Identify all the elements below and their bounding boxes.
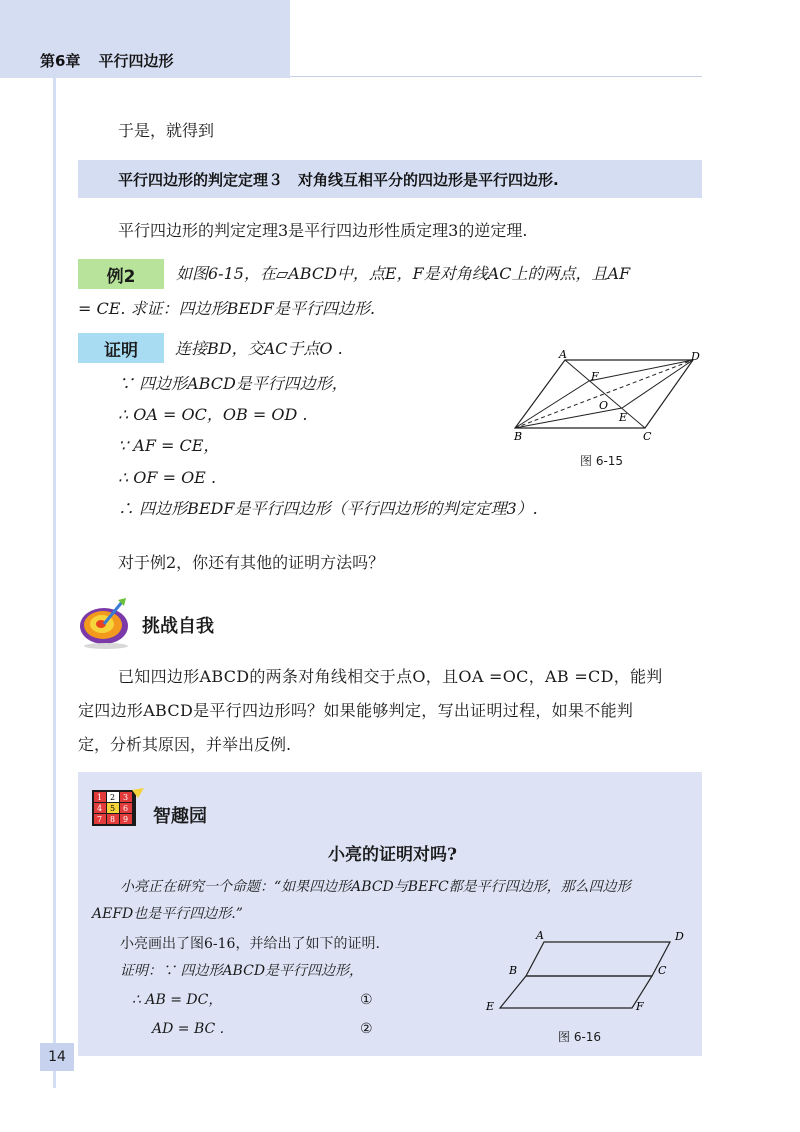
figure-6-15 (505, 348, 705, 448)
converse-note: 平行四边形的判定定理3是平行四边形性质定理3的逆定理. (118, 221, 528, 240)
point-label: E (486, 1000, 495, 1013)
page-number: 14 (40, 1043, 74, 1071)
example-line-1: 如图6-15，在▱ABCD中，点E，F是对角线AC上的两点，且AF (176, 264, 631, 283)
fun-proof-line: AD = BC . (152, 1021, 225, 1037)
point-label: O (599, 399, 609, 412)
fun-garden-title: 智趣园 (153, 806, 207, 827)
diagonal-ac (565, 360, 645, 428)
proof-step: 连接BD，交AC于点O . (175, 339, 343, 358)
diagonal-bd (515, 360, 693, 428)
point-label: F (591, 370, 599, 383)
chapter-number: 第6章 (40, 52, 81, 70)
proof-step: ∴ OA = OC，OB = OD . (118, 405, 308, 424)
theorem-box (78, 160, 702, 198)
proof-step: ∴ OF = OE . (118, 468, 217, 487)
figure-6-15-caption: 图 6-15 (580, 454, 624, 468)
point-label: C (658, 964, 667, 977)
proof-step: ∵ AF = CE， (118, 436, 220, 455)
example-tag: 例2 (78, 259, 164, 289)
target-icon (76, 594, 136, 652)
equation-mark: ② (360, 1021, 373, 1037)
challenge-line: 定四边形ABCD是平行四边形吗？如果能够判定，写出证明过程，如果不能判 (78, 701, 634, 720)
challenge-title: 挑战自我 (142, 616, 214, 637)
proof-step: ∵ 四边形ABCD是平行四边形， (118, 374, 348, 393)
point-label: B (514, 430, 523, 443)
svg-text:6: 6 (123, 804, 129, 813)
figure-6-16 (482, 924, 697, 1024)
svg-text:5: 5 (110, 804, 116, 813)
proof-tag: 证明 (78, 333, 164, 363)
point-label: B (509, 964, 518, 977)
chapter-title: 平行四边形 (98, 52, 174, 70)
fun-garden-subtitle: 小亮的证明对吗? (328, 845, 457, 865)
point-label: F (636, 1000, 644, 1013)
chapter-heading (40, 50, 173, 71)
left-margin-rule (53, 78, 56, 1088)
svg-text:7: 7 (97, 815, 103, 824)
point-label: E (619, 411, 628, 424)
figure-6-16-caption: 图 6-16 (558, 1030, 602, 1044)
proof-step: ∴ 四边形BEDF是平行四边形（平行四边形的判定定理3）. (118, 499, 538, 518)
fun-para-line: AEFD也是平行四边形.” (92, 906, 243, 922)
top-rule (290, 76, 702, 77)
svg-text:9: 9 (123, 815, 129, 824)
svg-text:2: 2 (110, 793, 116, 802)
equation-mark: ① (360, 992, 373, 1008)
challenge-line: 已知四边形ABCD的两条对角线相交于点O，且OA =OC，AB =CD，能判 (118, 667, 663, 686)
point-label: A (559, 348, 567, 361)
number-grid-icon (88, 788, 148, 828)
fun-proof-line: ∴ AB = DC， (132, 992, 223, 1008)
point-label: D (691, 350, 700, 363)
intro-text: 于是，就得到 (118, 121, 215, 140)
svg-text:3: 3 (123, 793, 129, 802)
svg-text:1: 1 (97, 793, 103, 802)
svg-text:8: 8 (110, 815, 116, 824)
point-label: C (643, 430, 652, 443)
point-label: D (675, 930, 684, 943)
challenge-line: 定，分析其原因，并举出反例. (78, 735, 292, 754)
point-label: A (536, 929, 544, 942)
fun-proof-line: 证明：∵ 四边形ABCD是平行四边形， (120, 963, 364, 979)
example-line-2: = CE. 求证：四边形BEDF是平行四边形. (78, 299, 376, 318)
parallelogram-abcd (526, 942, 670, 976)
theorem-text: 平行四边形的判定定理３ 对角线互相平分的四边形是平行四边形. (118, 171, 559, 189)
svg-text:4: 4 (97, 804, 103, 813)
fun-para-line: 小亮画出了图6-16，并给出了如下的证明. (120, 936, 380, 952)
question-text: 对于例2，你还有其他的证明方法吗？ (118, 553, 385, 572)
fun-para-line: 小亮正在研究一个命题：“如果四边形ABCD与BEFC都是平行四边形，那么四边形 (120, 879, 631, 895)
parallelogram-befc (500, 976, 652, 1008)
